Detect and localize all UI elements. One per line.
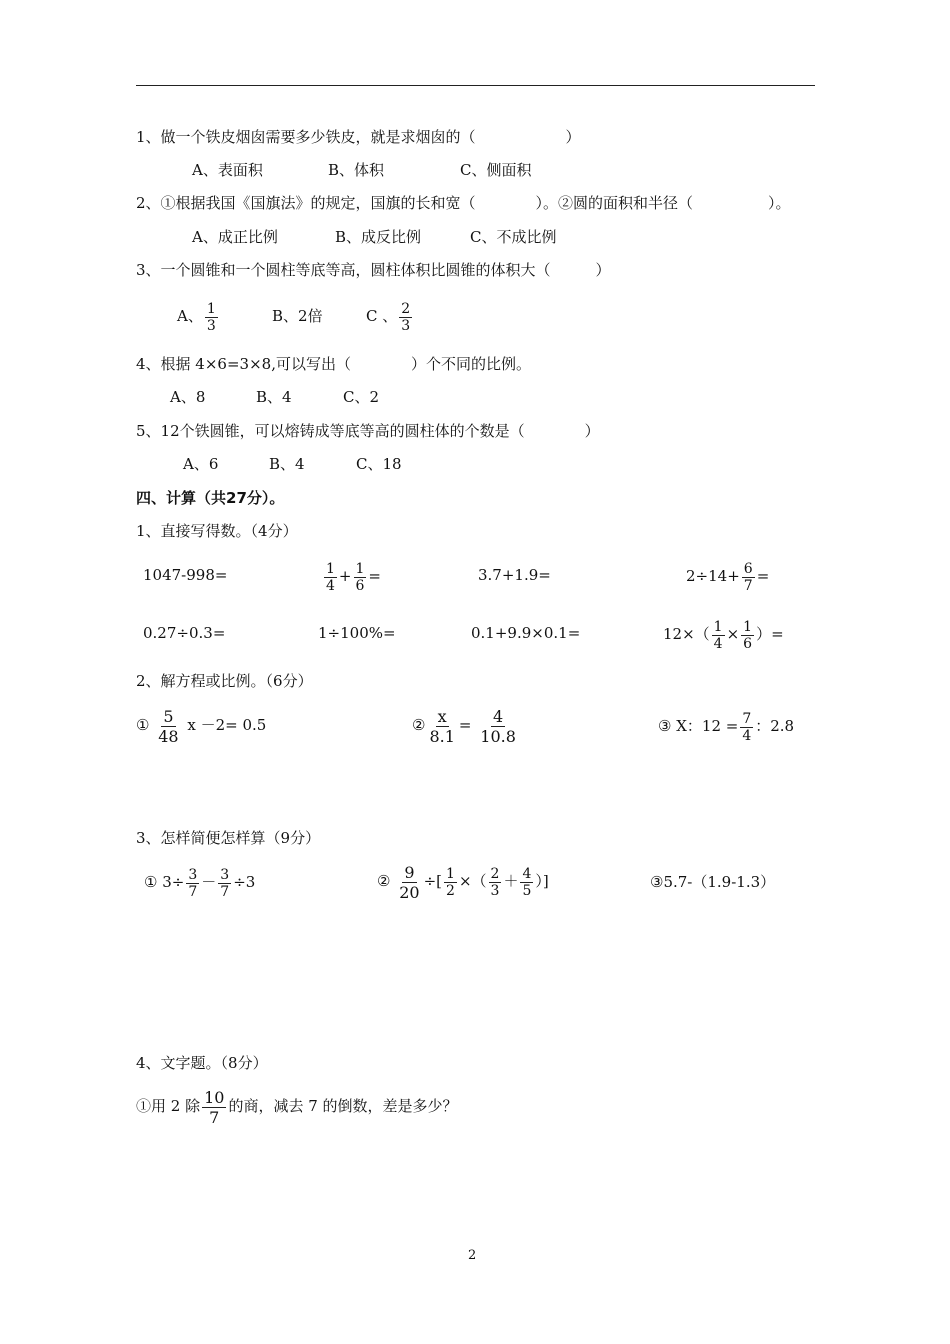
calc-1: 1047-998=	[143, 566, 228, 584]
header-rule	[136, 85, 815, 86]
calc-4	[686, 556, 769, 596]
calc-6: 1÷100%=	[318, 624, 396, 642]
q1-stem: 1、做一个铁皮烟囱需要多少铁皮，就是求烟囱的（ ）	[136, 128, 581, 146]
proportion-3	[658, 706, 794, 746]
part4-title: 4、文字题。（8分）	[136, 1054, 268, 1072]
numerator: 6	[743, 560, 753, 577]
denominator: 3	[401, 317, 411, 334]
numerator: 1	[713, 618, 723, 635]
fraction	[218, 867, 231, 900]
q3-a-label: A、	[177, 307, 203, 325]
page-number: 2	[468, 1248, 477, 1263]
fraction	[742, 561, 755, 594]
divide-bracket: ÷[	[423, 872, 443, 890]
section4-title: 四、计算（共27分）。	[136, 489, 285, 507]
q2-option-a: A、成正比例	[192, 228, 278, 246]
numerator: 3	[220, 866, 230, 883]
fraction	[740, 711, 753, 744]
fraction	[397, 863, 421, 902]
q1-option-b: B、体积	[328, 161, 385, 179]
q1-option-a: A、表面积	[192, 161, 263, 179]
denominator: 4	[326, 577, 335, 594]
simplify-2	[377, 860, 549, 902]
times-paren: ×（	[458, 872, 487, 890]
denominator: 7	[743, 577, 753, 594]
q3-c-label: C 、	[366, 307, 398, 325]
numerator: 1	[355, 560, 365, 577]
q3-c-fraction	[399, 301, 412, 334]
q4-option-b: B、4	[256, 388, 292, 406]
denominator: 6	[743, 635, 753, 652]
simplify-1	[144, 862, 255, 902]
part1-title: 1、直接写得数。（4分）	[136, 522, 298, 540]
item-label: ①	[136, 716, 150, 734]
calc-3: 3.7+1.9=	[478, 566, 551, 584]
expression-prefix: ① 3÷	[144, 873, 185, 891]
expression-prefix: 2÷14+	[686, 567, 740, 585]
q4-stem: 4、根据 4×6=3×8,可以写出（ ）个不同的比例。	[136, 355, 531, 373]
q3-option-c	[366, 296, 414, 336]
fraction	[156, 707, 180, 746]
denominator: 4	[713, 635, 723, 652]
denominator: 3	[206, 317, 216, 334]
equals-sign: =	[458, 716, 472, 734]
item-label: ②	[412, 716, 426, 734]
fraction	[741, 619, 754, 652]
denominator: 7	[188, 883, 198, 900]
calc-7: 0.1+9.9×0.1=	[471, 624, 581, 642]
numerator: 4	[522, 865, 532, 882]
fraction	[354, 561, 367, 594]
q3-a-fraction	[205, 301, 218, 334]
q5-option-b: B、4	[269, 455, 305, 473]
numerator: 7	[742, 710, 752, 727]
equals-sign: =	[368, 567, 381, 585]
expression-prefix: 12×（	[663, 625, 710, 643]
denominator: 4	[742, 727, 752, 744]
numerator: 1	[206, 300, 216, 317]
q2-option-c: C、不成比例	[470, 228, 557, 246]
numerator: 10	[204, 1087, 225, 1107]
expression-prefix: ③ X：12 =	[658, 717, 739, 735]
fraction	[712, 619, 725, 652]
numerator: 3	[188, 866, 198, 883]
fraction	[202, 1088, 226, 1127]
numerator: 1	[326, 560, 335, 577]
equation-1	[136, 704, 266, 746]
question-prefix: ①用 2 除	[136, 1097, 201, 1115]
plus-sign: ＋	[503, 872, 519, 890]
numerator: 1	[743, 618, 753, 635]
numerator: 2	[401, 300, 411, 317]
plus-sign: +	[338, 567, 352, 585]
q3-option-b: B、2倍	[272, 307, 323, 325]
part3-title: 3、怎样简便怎样算（9分）	[136, 829, 321, 847]
expression-suffix: ：2.8	[755, 717, 795, 735]
denominator: 2	[446, 882, 455, 899]
fraction	[489, 866, 502, 899]
expression-suffix: ）]	[535, 872, 549, 890]
equals-sign: =	[756, 567, 770, 585]
q2-option-b: B、成反比例	[335, 228, 422, 246]
numerator: 2	[490, 865, 500, 882]
numerator: 9	[404, 862, 415, 882]
part2-title: 2、解方程或比例。（6分）	[136, 672, 313, 690]
fraction	[444, 866, 457, 899]
item-label: ②	[377, 872, 391, 890]
numerator: 1	[446, 865, 455, 882]
q5-stem: 5、12个铁圆锥，可以熔铸成等底等高的圆柱体的个数是（ ）	[136, 422, 600, 440]
times-sign: ×	[726, 625, 740, 643]
calc-5: 0.27÷0.3=	[143, 624, 226, 642]
denominator: 48	[158, 726, 179, 746]
q1-option-c: C、侧面积	[460, 161, 532, 179]
denominator: 7	[220, 883, 230, 900]
q3-stem: 3、一个圆锥和一个圆柱等底等高，圆柱体积比圆锥的体积大（ ）	[136, 261, 611, 279]
denominator: 5	[522, 882, 532, 899]
numerator: x	[437, 706, 447, 726]
q5-option-a: A、6	[183, 455, 219, 473]
calc-8	[663, 614, 784, 654]
question-suffix: 的商，减去 7 的倒数，差是多少？	[228, 1097, 458, 1115]
expression-suffix: ）=	[756, 625, 784, 643]
fraction	[478, 707, 518, 746]
fraction	[520, 866, 533, 899]
minus-sign: －	[201, 873, 217, 891]
denominator: 20	[399, 882, 420, 902]
denominator: 6	[355, 577, 365, 594]
expression-suffix: ÷3	[233, 873, 256, 891]
denominator: 10.8	[480, 726, 516, 746]
equation-2	[412, 704, 520, 746]
numerator: 5	[163, 706, 174, 726]
calc-2	[322, 556, 381, 596]
denominator: 3	[490, 882, 500, 899]
q4-option-a: A、8	[170, 388, 206, 406]
denominator: 8.1	[429, 726, 455, 746]
fraction	[427, 707, 456, 746]
equation-rest: x －2= 0.5	[187, 716, 267, 734]
q4-option-c: C、2	[343, 388, 380, 406]
denominator: 7	[209, 1107, 220, 1127]
fraction	[186, 867, 199, 900]
word-problem-1	[136, 1084, 458, 1128]
q3-option-a	[177, 296, 220, 336]
q5-option-c: C、18	[356, 455, 402, 473]
numerator: 4	[492, 706, 504, 726]
q2-stem: 2、①根据我国《国旗法》的规定，国旗的长和宽（ ）。②圆的面积和半径（ ）。	[136, 194, 791, 212]
simplify-3: ③5.7-（1.9-1.3）	[650, 873, 776, 891]
fraction	[324, 561, 337, 594]
